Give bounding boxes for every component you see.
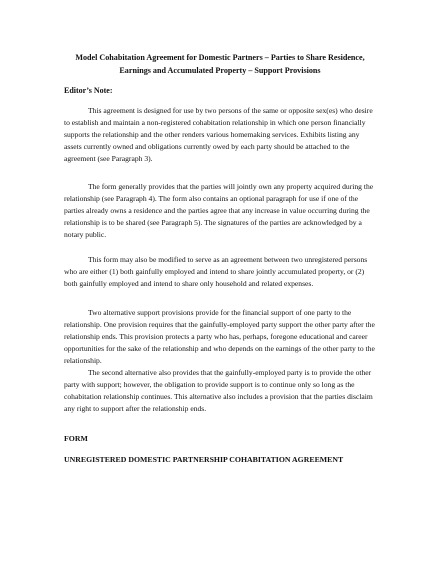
paragraph: This form may also be modified to serve as an agreement between two unregistered persons who are either (1) both gainfully employed and intend to share jointly accumulated property, or (2) both gainfully employed and intend to share only household and related expenses. [64,255,368,288]
paragraph: Two alternative support provisions provide for the financial support of one party to the relationship. One provision requires that the gainfully-employed party support the other party after the relationship ends. This provision protects a party who has, perhaps, foregone educational and career opportunities for the sake of the relationship and who depends on the earnings of the other party to the relationship. [64,308,375,365]
paragraph: This agreement is designed for use by two persons of the same or opposite sex(es) who desire to establish and maintain a non-registered cohabitation relationship in which one person financially supports the relationship and the other renders various homemaking services. Exhibits listing any assets currently owned and obligations currently owed by each party should be attached to the agreement (see Paragraph 3). [64,106,373,163]
editors-note-label: Editor’s Note: [64,86,113,95]
agreement-heading: UNREGISTERED DOMESTIC PARTNERSHIP COHABITATION AGREEMENT [64,455,344,464]
paragraph: The form generally provides that the parties will jointly own any property acquired during the relationship (see Paragraph 4). The form also contains an optional paragraph for use if one of the parties already owns a residence and the parties agree that any increase in value occurring during the relationship is to be shared (see Paragraph 5). The signatures of the parties are acknowledged by a notary public. [64,182,374,239]
paragraph: The second alternative also provides that the gainfully-employed party is to provide the other party with support; however, the obligation to provide support is to continue only so long as the cohabitation relationship continues. This alternative also includes a provision that the parties disclaim any right to support after the relationship ends. [64,368,373,413]
document-title: Model Cohabitation Agreement for Domestic Partners – Parties to Share Residence, Earnings and Accumulated Property – Support Provisions [75,53,365,75]
form-label: FORM [64,434,88,443]
